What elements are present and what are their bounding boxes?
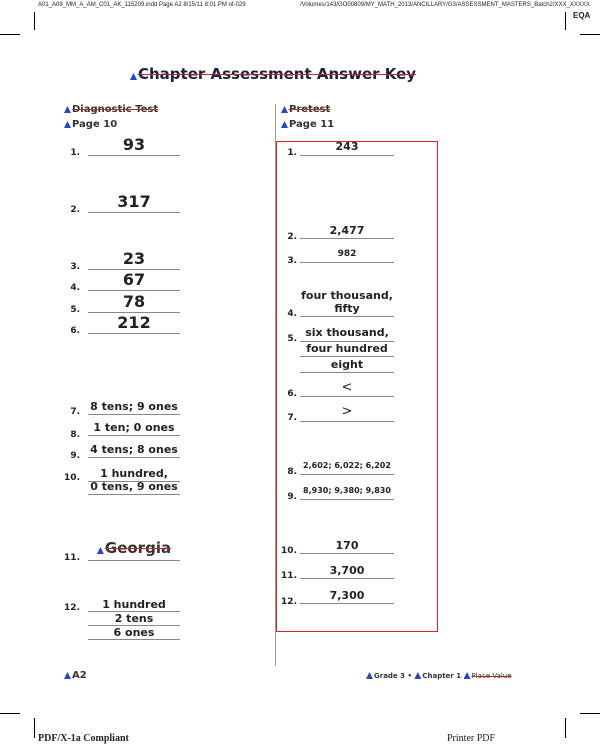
answer-line (88, 333, 180, 334)
crop-mark (565, 12, 566, 30)
crop-mark (580, 713, 600, 714)
edit-mark-icon (97, 547, 104, 554)
answer: 6 ones (113, 626, 155, 639)
answer-line (300, 499, 394, 500)
answer: 317 (117, 192, 151, 211)
answer-line (300, 262, 394, 263)
slug-tag: EQA (573, 11, 591, 20)
edit-mark-icon (281, 121, 288, 128)
edit-mark-icon (281, 106, 288, 113)
answer: 8 tens; 9 ones (90, 400, 178, 413)
item-number: 1. (287, 148, 297, 158)
answer: 1 hundred, (100, 467, 168, 480)
answer: 1 hundred (102, 598, 166, 611)
answer: 982 (337, 249, 357, 259)
item-number: 12. (64, 603, 80, 613)
page-title: Chapter Assessment Answer Key (130, 64, 416, 83)
answer-line (88, 290, 180, 291)
answer-line (88, 639, 180, 640)
answer: 1 ten; 0 ones (93, 421, 175, 434)
answer-line (300, 316, 394, 317)
item-number: 6. (70, 326, 80, 336)
answer-line (88, 155, 180, 156)
item-number: 4. (287, 309, 297, 319)
crop-mark (0, 34, 20, 35)
printer-pdf-label: Printer PDF (447, 733, 496, 744)
answer: 23 (122, 249, 146, 268)
item-number: 12. (281, 597, 297, 607)
answer: 2,477 (329, 224, 365, 237)
item-number: 6. (287, 389, 297, 399)
right-page-label: Page 11 (281, 119, 334, 130)
answer: four thousand, (301, 289, 393, 302)
edit-mark-icon (64, 672, 71, 679)
crop-mark (0, 713, 20, 714)
answer: fifty (334, 302, 360, 315)
answer: 93 (122, 135, 146, 154)
crop-mark (565, 718, 566, 738)
item-number: 2. (287, 232, 297, 242)
answer: 7,300 (329, 589, 365, 602)
crop-mark (580, 34, 600, 35)
answer-line (88, 457, 180, 458)
item-number: 3. (287, 256, 297, 266)
answer: 2 tens (114, 612, 154, 625)
pdf-compliance-label: PDF/X-1a Compliant (38, 733, 129, 744)
edit-mark-icon (414, 672, 421, 679)
answer: 212 (117, 313, 151, 332)
item-number: 3. (70, 262, 80, 272)
slug-path: /Volumes/143/GO00809/MY_MATH_2013/ANCILLARY/G3/ASSESSMENT_MASTERS_Batch2/XXX_XXXXX (300, 2, 590, 8)
answer: six thousand, (305, 326, 389, 339)
answer: 3,700 (329, 564, 365, 577)
left-page-label: Page 10 (64, 119, 117, 130)
answer: 8,930; 9,380; 9,830 (303, 486, 391, 495)
answer-line (300, 603, 394, 604)
right-heading: Pretest (281, 104, 330, 115)
answer-line (300, 421, 394, 422)
edit-mark-icon (130, 73, 137, 80)
answer-line (300, 396, 394, 397)
answer: 243 (335, 140, 359, 153)
answer-line (300, 553, 394, 554)
answer: 170 (335, 539, 359, 552)
answer: Georgia (88, 539, 180, 557)
crop-mark (34, 12, 35, 30)
crop-mark (34, 718, 35, 738)
answer-line (88, 212, 180, 213)
item-number: 4. (70, 283, 80, 293)
answer-line (88, 435, 180, 436)
item-number: 2. (70, 205, 80, 215)
edit-mark-icon (64, 106, 71, 113)
page-number: A2 (64, 670, 87, 681)
answer-line (300, 356, 394, 357)
item-number: 10. (281, 546, 297, 556)
answer: 78 (122, 292, 146, 311)
item-number: 11. (281, 571, 297, 581)
item-number: 5. (287, 334, 297, 344)
answer: four hundred (306, 342, 388, 355)
answer-line (300, 372, 394, 373)
item-number: 11. (64, 553, 80, 563)
item-number: 5. (70, 305, 80, 315)
edit-mark-icon (464, 672, 471, 679)
item-number: 8. (287, 467, 297, 477)
answer: 67 (122, 270, 146, 289)
answer-line (300, 474, 394, 475)
left-heading: Diagnostic Test (64, 104, 158, 115)
answer: 0 tens, 9 ones (90, 480, 178, 493)
answer-line (300, 155, 394, 156)
item-number: 7. (287, 413, 297, 423)
answer-line (300, 238, 394, 239)
item-number: 10. (64, 473, 80, 483)
item-number: 1. (70, 148, 80, 158)
answer-line (88, 414, 180, 415)
answer: < (341, 380, 353, 395)
item-number: 8. (70, 430, 80, 440)
item-number: 7. (70, 407, 80, 417)
answer: 4 tens; 8 ones (90, 443, 178, 456)
edit-mark-icon (366, 672, 373, 679)
answer-line (88, 560, 180, 561)
answer-line (88, 494, 180, 495)
answer: > (341, 404, 353, 419)
edit-mark-icon (64, 121, 71, 128)
answer: eight (330, 358, 364, 371)
footer-info: Grade 3 • Chapter 1 Place Value (366, 672, 512, 680)
item-number: 9. (70, 451, 80, 461)
answer: 2,602; 6,022; 6,202 (303, 461, 391, 470)
item-number: 9. (287, 492, 297, 502)
answer-line (300, 578, 394, 579)
slug-file-info: A01_A09_MM_A_AM_C01_AK_115209.indd Page A2 8/15/11 8:01 PM of-029 (38, 2, 246, 8)
